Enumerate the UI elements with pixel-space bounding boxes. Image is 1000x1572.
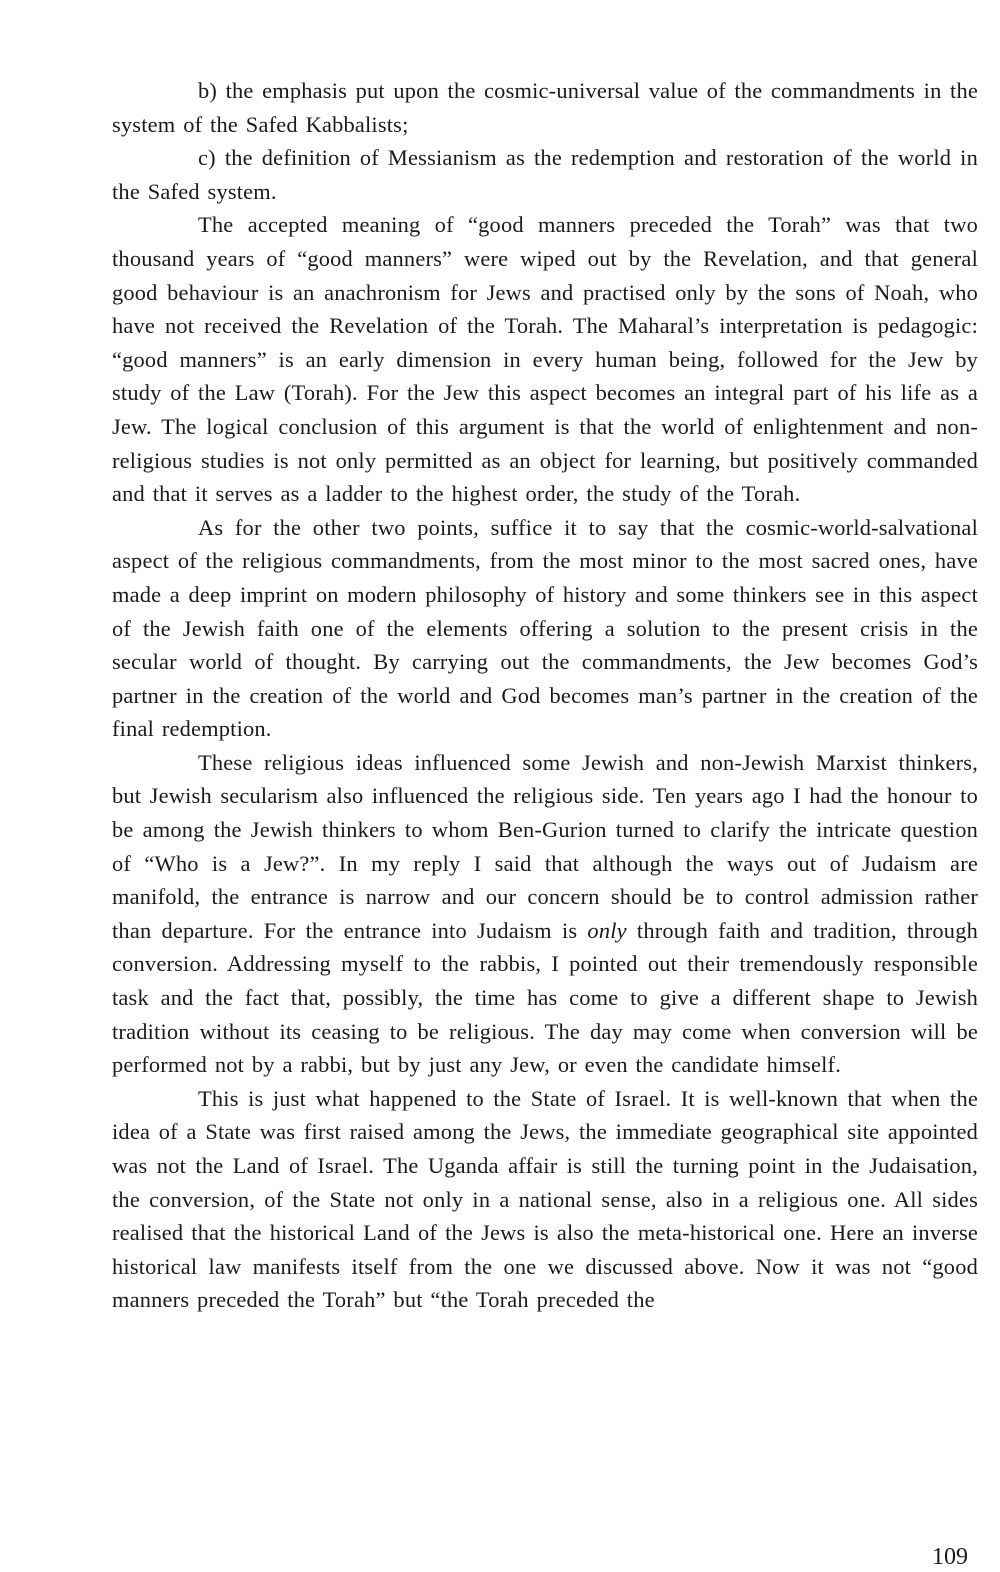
paragraph-point-c: c) the definition of Messianism as the redemption and restoration of the world in the Safed system. (112, 145, 978, 204)
emphasis-only: only (587, 917, 627, 943)
paragraph-state-of-israel: This is just what happened to the State of Israel. It is well-known that when the idea of a State was first raised among the Jews, the immediate geographical site appointed was not the Land of Israel. The Uganda affair is still the turning point in the Judaisation, the conversion, of the State not only in a national sense, also in a religious one. All sides realised that the historical Land of the Jews is also the meta-historical one. Here an inverse historical law manifests itself from the one we discussed above. Now it was not “good manners preceded the Torah” but “the Torah preceded the (112, 1085, 978, 1313)
paragraph-other-points: As for the other two points, suffice it to say that the cosmic-world-salvational aspect of the religious commandments, from the most minor to the most sacred ones, have made a deep imprint on modern philosophy of history and some thinkers see in this aspect of the Jewish faith one of the elements offering a solution to the present crisis in the secular world of thought. By carrying out the commandments, the Jew becomes God’s partner in the creation of the world and God becomes man’s partner in the creation of the final redemption. (112, 514, 978, 742)
paragraph-good-manners: The accepted meaning of “good manners preceded the Torah” was that two thousand years of “good manners” were wiped out by the Revelation, and that general good behaviour is an anachronism for Jews and practised only by the sons of Noah, who have not received the Revelation of the Torah. The Maharal’s interpretation is pedagogic: “good manners” is an early dimension in every human being, followed for the Jew by study of the Law (Torah). For the Jew this aspect becomes an integral part of his life as a Jew. The logical conclusion of this argument is that the world of enlightenment and non-religious studies is not only permitted as an object for learning, but positively commanded and that it serves as a ladder to the highest order, the study of the Torah. (112, 212, 978, 507)
paragraph-religious-ideas-part1: These religious ideas influenced some Jewish and non-Jewish Marxist thinkers, but Jewish secularism also influenced the religious side. Ten years ago I had the honour to be among the Jewish thinkers to whom Ben-Gurion turned to clarify the intricate question of “Who is a Jew?”. In my reply I said that although the ways out of Judaism are manifold, the entrance is narrow and our concern should be to control admission rather than departure. For the entrance into Judaism is (112, 749, 978, 943)
page-number: 109 (932, 1544, 968, 1570)
page-body (112, 74, 978, 1317)
paragraph-point-b: b) the emphasis put upon the cosmic-universal value of the commandments in the system of the Safed Kabbalists; (112, 78, 978, 137)
paragraph-religious-ideas-part2: through faith and tradition, through conversion. Addressing myself to the rabbis, I pointed out their tremendously responsible task and the fact that, possibly, the time has come to give a different shape to Jewish tradition without its ceasing to be religious. The day may come when conversion will be performed not by a rabbi, but by just any Jew, or even the candidate himself. (112, 917, 978, 1078)
paragraph-religious-ideas (112, 746, 978, 1082)
